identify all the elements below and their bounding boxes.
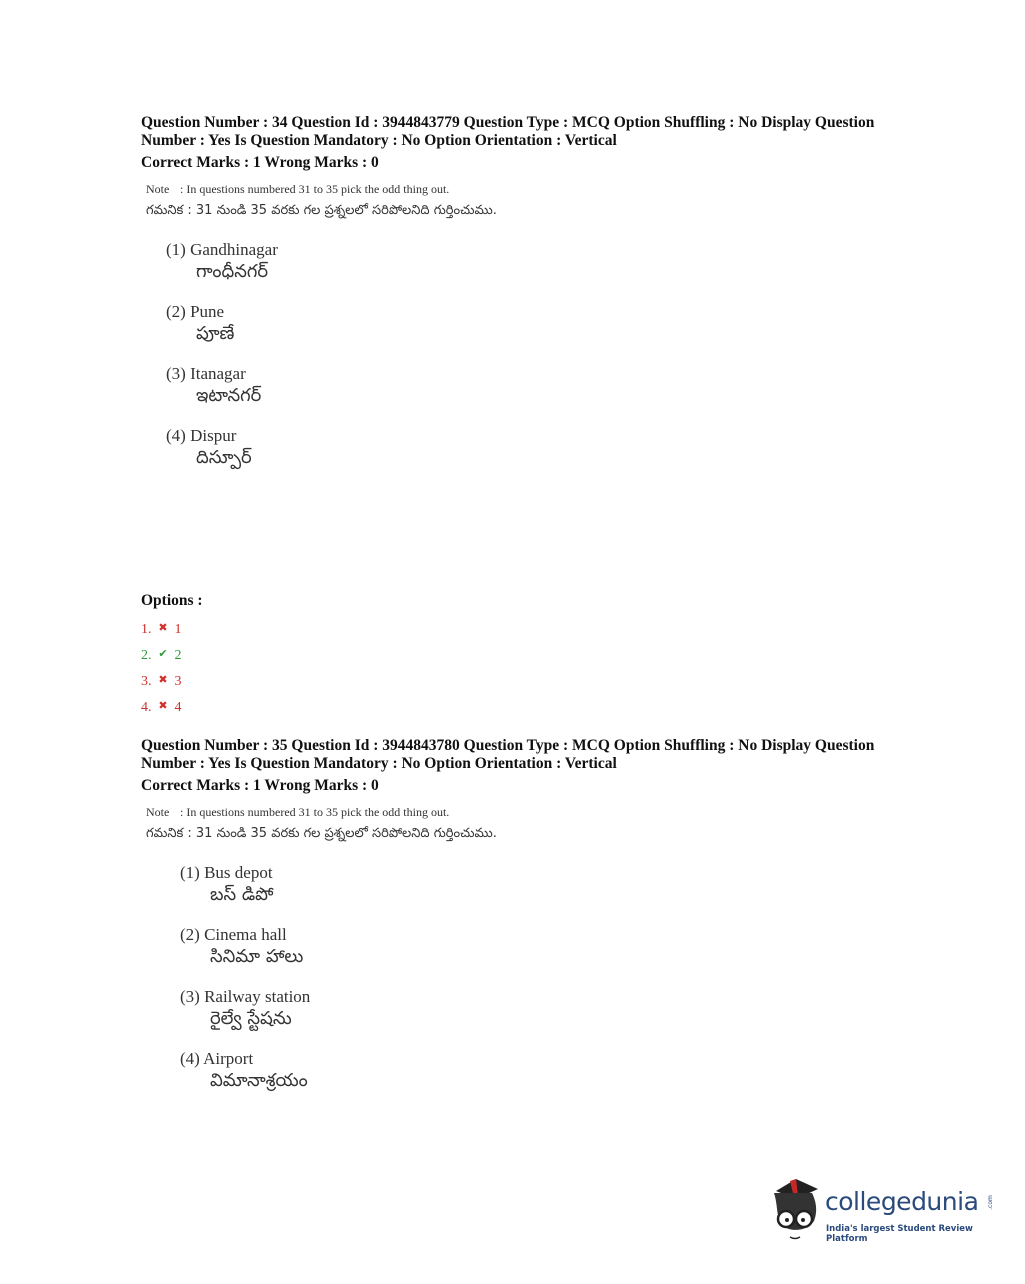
- question-34: [141, 114, 911, 488]
- brand-name: collegedunia: [825, 1187, 979, 1216]
- note-label: Note: [146, 182, 170, 196]
- check-icon: ✔: [158, 647, 168, 660]
- collegedunia-logo[interactable]: [768, 1177, 998, 1247]
- note-line: [146, 805, 911, 819]
- question-options: [166, 240, 911, 470]
- option-item: [180, 987, 911, 1031]
- answer-number: 4.: [141, 700, 152, 715]
- answer-option-1: [141, 616, 203, 642]
- option-english: (3) Itanagar: [166, 364, 246, 383]
- answer-number: 3.: [141, 674, 152, 689]
- option-telugu: విమానాశ్రయం: [210, 1070, 308, 1091]
- telugu-note: గమనిక : 31 నుండి 35 వరకు గల ప్రశ్నలలో సరిపోలనిది గుర్తించుము.: [146, 203, 497, 218]
- telugu-note: గమనిక : 31 నుండి 35 వరకు గల ప్రశ్నలలో సరిపోలనిది గుర్తించుము.: [146, 826, 497, 841]
- mascot-icon: [768, 1177, 824, 1247]
- option-english: (4) Dispur: [166, 426, 237, 445]
- question-options: [180, 863, 911, 1093]
- cross-icon: ✖: [158, 673, 168, 686]
- note-line: [146, 182, 911, 196]
- answer-value: 3: [174, 674, 182, 689]
- option-item: [180, 925, 911, 969]
- option-english: (1) Gandhinagar: [166, 240, 278, 259]
- option-telugu: గాంధీనగర్: [196, 261, 269, 282]
- option-english: (2) Cinema hall: [180, 925, 287, 944]
- answer-value: 2: [174, 648, 182, 663]
- option-telugu: పూణే: [196, 323, 235, 344]
- option-telugu: సినిమా హాలు: [210, 946, 304, 967]
- answer-value: 1: [174, 622, 182, 637]
- answer-number: 2.: [141, 648, 152, 663]
- question-35: [141, 737, 911, 1111]
- question-marks: Correct Marks : 1 Wrong Marks : 0: [141, 154, 379, 171]
- note-text: : In questions numbered 31 to 35 pick the odd thing out.: [180, 182, 450, 196]
- answer-option-3: [141, 668, 203, 694]
- cross-icon: ✖: [158, 621, 168, 634]
- brand-com: .com: [986, 1195, 994, 1210]
- option-item: [180, 1049, 911, 1093]
- answer-option-2: [141, 642, 203, 668]
- answer-option-4: [141, 694, 203, 720]
- options-title: Options :: [141, 592, 203, 609]
- option-item: [166, 240, 911, 284]
- brand-tagline: India's largest Student Review Platform: [826, 1224, 973, 1244]
- option-telugu: రైల్వే స్టేషను: [210, 1008, 292, 1029]
- question-marks: Correct Marks : 1 Wrong Marks : 0: [141, 777, 379, 794]
- option-telugu: బస్ డిపో: [210, 884, 274, 905]
- option-item: [166, 426, 911, 470]
- answer-number: 1.: [141, 622, 152, 637]
- answer-options: [141, 592, 203, 720]
- option-english: (4) Airport: [180, 1049, 254, 1068]
- option-telugu: దిస్పూర్: [196, 447, 252, 468]
- answer-value: 4: [174, 700, 182, 715]
- question-header: Question Number : 35 Question Id : 3944843780 Question Type : MCQ Option Shuffling : No Display Question Number : Yes Is Question Mandatory : No Option Orientation : Vertical: [141, 737, 875, 772]
- option-item: [166, 364, 911, 408]
- option-english: (1) Bus depot: [180, 863, 273, 882]
- cross-icon: ✖: [158, 699, 168, 712]
- note-text: : In questions numbered 31 to 35 pick the odd thing out.: [180, 805, 450, 819]
- option-english: (2) Pune: [166, 302, 225, 321]
- note-label: Note: [146, 805, 170, 819]
- question-header: Question Number : 34 Question Id : 3944843779 Question Type : MCQ Option Shuffling : No Display Question Number : Yes Is Question Mandatory : No Option Orientation : Vertical: [141, 114, 875, 149]
- option-telugu: ఇటానగర్: [196, 385, 262, 406]
- option-item: [166, 302, 911, 346]
- option-item: [180, 863, 911, 907]
- option-english: (3) Railway station: [180, 987, 311, 1006]
